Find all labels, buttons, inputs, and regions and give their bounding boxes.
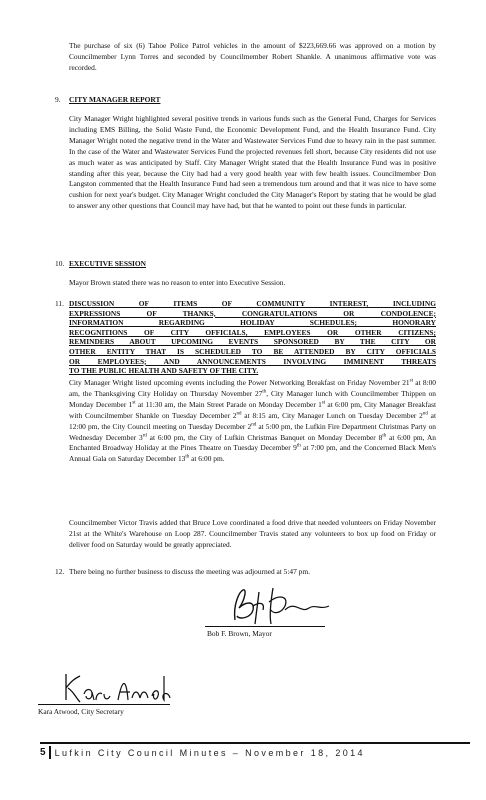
item-title (69, 299, 436, 376)
event-text: at 6:00 pm, City Manager Breakfast with Councilmember Shankle on Tuesday December 2 (69, 399, 437, 420)
event-text: at 6:00 pm. (189, 454, 225, 464)
ordinal-suffix: nd (236, 411, 242, 417)
mayor-signature-line (205, 626, 325, 627)
item-number: 10. (55, 259, 65, 268)
item-title-line: INFORMATION REGARDING HOLIDAY SCHEDULES; HONORARY (69, 318, 436, 328)
item-12-heading (55, 567, 310, 578)
item-title: CITY MANAGER REPORT (69, 95, 161, 104)
travis-note-paragraph: Councilmember Victor Travis added that Bruce Love coordinated a food drive that needed volunteers on Friday November 21st at the White's Warehouse on Loop 287. Councilmember Travis stated any volunteers to box up food on Friday or deliver food on Saturday would be greatly appreciated. (69, 518, 436, 549)
ordinal-suffix: th (262, 389, 267, 395)
item-title-line: OTHER ENTITY THAT IS SCHEDULED TO BE ATTENDED BY CITY OFFICIALS (69, 346, 436, 356)
item-number: 12. (55, 567, 65, 576)
footer-title: Lufkin City Council Minutes – November 18, 2014 (54, 747, 365, 758)
footer-rule (40, 742, 470, 744)
event-text: at 6:00 pm, the City of Lufkin Christmas Banquet on Monday December 8 (146, 432, 383, 442)
item-title-line: RECOGNITIONS OF CITY OFFICIALS, EMPLOYEES OR OTHER CITIZENS; (69, 327, 436, 337)
secretary-signature-line (38, 704, 170, 705)
event-text: , City Manager lunch with Councilmember Thippen on Monday December 1 (69, 388, 436, 409)
ordinal-suffix: rd (142, 433, 147, 439)
event-text: at 7:00 pm, and the Concerned Black Men's Annual Gala on Saturday December 13 (69, 443, 436, 464)
mayor-name-label: Bob F. Brown, Mayor (207, 629, 272, 638)
event-text: at 6:00 pm, An Enchanted Broadway Holiday at the Pines Theatre on Tuesday December 9 (69, 432, 436, 453)
ordinal-suffix: th (185, 454, 190, 460)
item-9-heading (55, 95, 160, 106)
ordinal-suffix: st (321, 400, 326, 406)
item-10-heading (55, 259, 146, 270)
secretary-name-label: Kara Atwood, City Secretary (38, 707, 124, 716)
purchase-paragraph: The purchase of six (6) Tahoe Police Patrol vehicles in the amount of $223,669.66 was approved on a motion by Councilmember Lynn Torres and seconded by Councilmember Robert Shankle. A unanimous affirmative vote was recorded. (69, 41, 436, 72)
item-title-line: DISCUSSION OF ITEMS OF COMMUNITY INTEREST, INCLUDING (69, 299, 436, 308)
item-number: 9. (55, 95, 61, 104)
mayor-signature (225, 580, 335, 630)
ordinal-suffix: nd (422, 411, 428, 417)
ordinal-suffix: th (296, 443, 301, 449)
page-number: 5 (40, 746, 51, 759)
ordinal-suffix: nd (251, 422, 257, 428)
item-title: EXECUTIVE SESSION (69, 259, 147, 268)
page-footer (40, 746, 365, 759)
item-title-line: TO THE PUBLIC HEALTH AND SAFETY OF THE CITY. (69, 366, 259, 376)
ordinal-suffix: th (382, 433, 387, 439)
ordinal-suffix: st (132, 400, 136, 406)
ordinal-suffix: st (409, 378, 413, 384)
event-text: at 11:30 am, the Main Street Parade on Monday December 1 (135, 399, 322, 409)
event-text: at 8:15 am, City Manager Lunch on Tuesday December 2 (241, 410, 423, 420)
event-text: City Manager Wright listed upcoming events including the Power Networking Breakfast on Friday November 21 (69, 378, 410, 387)
event-text: at 8:00 am, the Thanksgiving City Holiday on Thursday November 27 (69, 378, 437, 398)
item-title-line: REMINDERS ABOUT UPCOMING EVENTS SPONSORED BY THE CITY OR (69, 337, 436, 347)
adjournment-text: There being no further business to discuss the meeting was adjourned at 5:47 pm. (69, 567, 310, 576)
item-title-line: OR EMPLOYEES; AND ANNOUNCEMENTS INVOLVING IMMINENT THREATS (69, 356, 436, 366)
upcoming-events-paragraph (69, 378, 436, 465)
city-manager-report-paragraph: City Manager Wright highlighted several positive trends in various funds such as the General Fund, Charges for Services including EMS Billing, the Solid Waste Fund, the Economic Development Fund, and the Health Insurance Fund. City Manager Wright noted the negative trend in the Water and Wastewater Services Fund due to heavy rain in the past summer. In the case of the Water and Wastewater Services Fund the projected revenues fell short, because City residents did not use as much water as was anticipated by Staff. City Manager Wright stated that the Health Insurance Fund was in positive standing after this year, because the City had had a very good health year with few health issues. Councilmember Don Langston commented that the Health Insurance Fund had seen a tremendous turn around and that it was nice to have some cushion for next year's budget. City Manager Wright concluded the City Manager's Report by stating that he would be glad to answer any other questions that Council may have had, but that he wanted to point out these funds in particular. (69, 114, 436, 211)
event-text: at 5:00 pm, the Lufkin Fire Department Christmas Party on Wednesday December 3 (69, 421, 436, 442)
event-text: at 12:00 pm, the City Council meeting on Tuesday December 2 (69, 410, 437, 431)
executive-session-paragraph: Mayor Brown stated there was no reason to enter into Executive Session. (69, 278, 286, 287)
secretary-signature (60, 670, 180, 706)
item-number: 11. (55, 299, 64, 308)
item-title-line: EXPRESSIONS OF THANKS, CONGRATULATIONS OR CONDOLENCE; (69, 308, 436, 318)
